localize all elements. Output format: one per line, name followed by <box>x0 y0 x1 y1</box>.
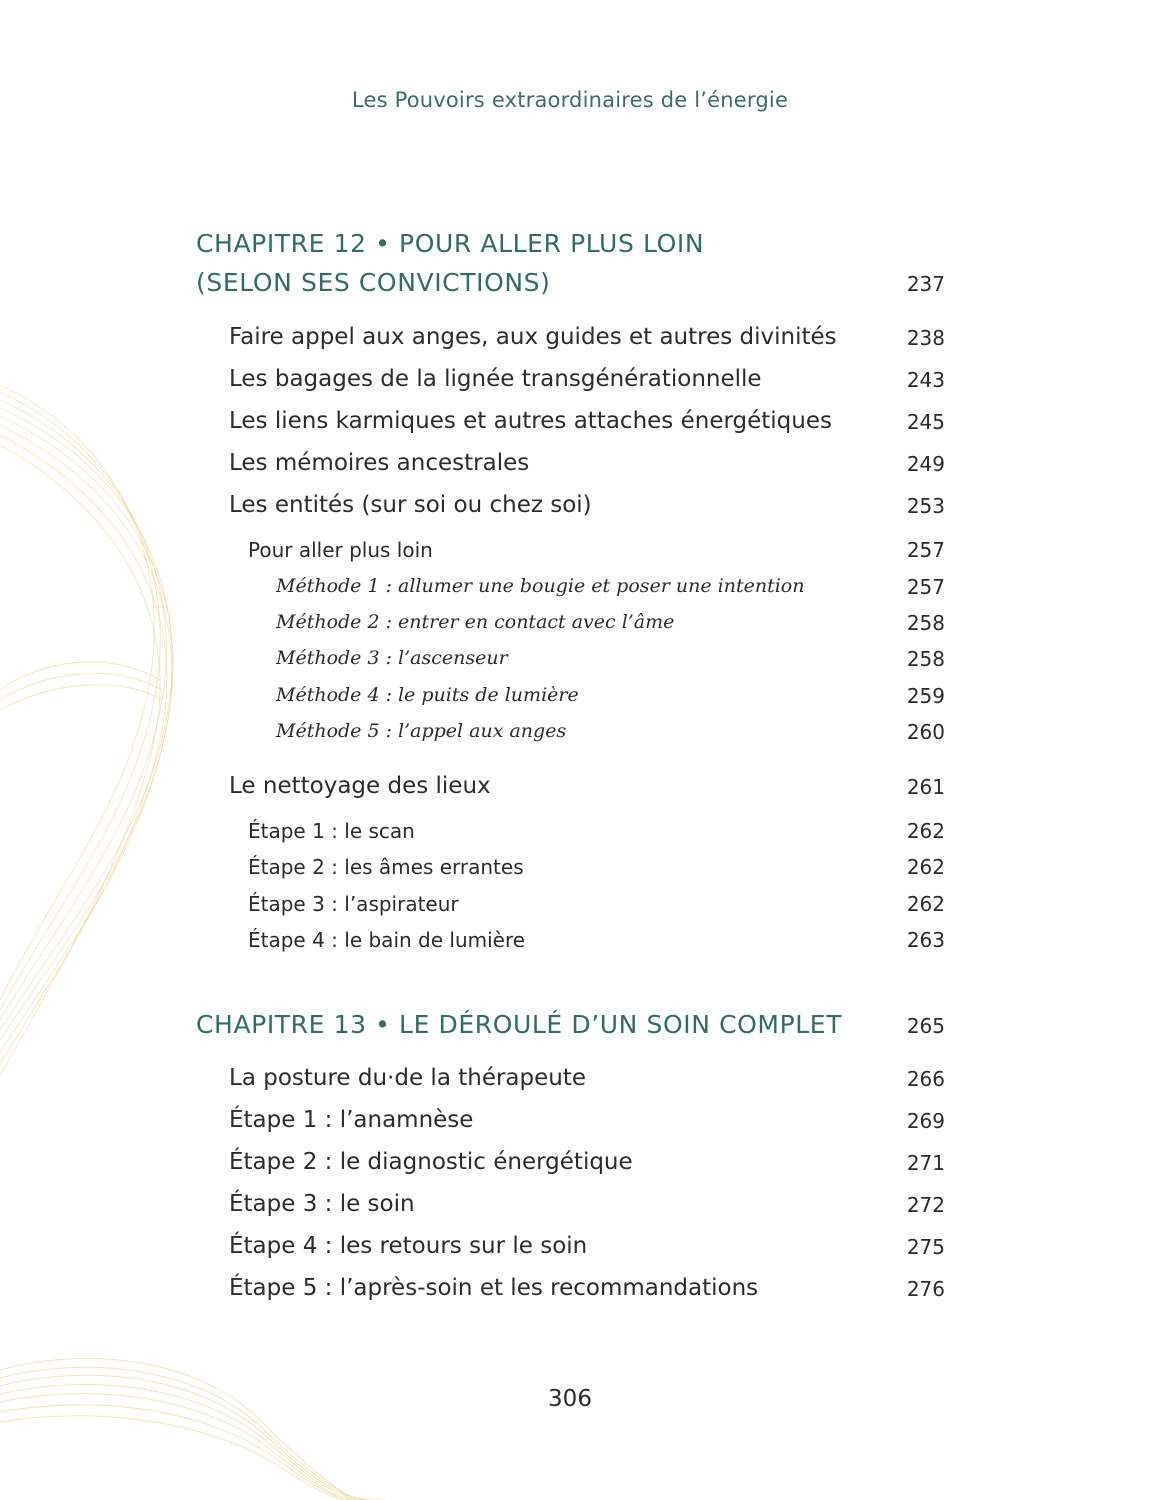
chapter-title: CHAPITRE 13 • LE DÉROULÉ D’UN SOIN COMPLET <box>196 1010 843 1039</box>
entry-title: Étape 2 : les âmes errantes <box>248 855 524 879</box>
entry-title: Pour aller plus loin <box>248 538 433 562</box>
page-number: 261 <box>906 775 945 799</box>
toc-subentry[interactable] <box>0 819 1174 859</box>
toc-entry[interactable] <box>0 408 1174 448</box>
entry-title: Étape 4 : les retours sur le soin <box>229 1233 588 1259</box>
toc-method[interactable] <box>0 575 1174 615</box>
page-number: 257 <box>906 575 945 599</box>
page-number: 260 <box>906 720 945 744</box>
entry-title: Étape 3 : l’aspirateur <box>248 892 459 916</box>
page-number: 271 <box>906 1151 945 1175</box>
page-number: 272 <box>906 1193 945 1217</box>
entry-title: Méthode 4 : le puits de lumière <box>276 684 579 706</box>
entry-title: La posture du·de la thérapeute <box>229 1065 587 1091</box>
toc-entry[interactable] <box>0 450 1174 490</box>
chapter-title: CHAPITRE 12 • POUR ALLER PLUS LOIN <box>196 229 705 258</box>
toc-subentry[interactable] <box>0 928 1174 968</box>
page-number: 275 <box>906 1235 945 1259</box>
page-number: 265 <box>906 1014 945 1038</box>
entry-title: Méthode 5 : l’appel aux anges <box>276 720 567 742</box>
toc-method[interactable] <box>0 684 1174 724</box>
page-number: 262 <box>906 892 945 916</box>
toc-entry[interactable] <box>0 1149 1174 1189</box>
entry-title: Étape 4 : le bain de lumière <box>248 928 526 952</box>
page-number: 253 <box>906 494 945 518</box>
entry-title: Méthode 3 : l’ascenseur <box>276 647 508 669</box>
page-number: 249 <box>906 452 945 476</box>
toc-entry[interactable] <box>0 324 1174 364</box>
page-number: 262 <box>906 855 945 879</box>
chapter-13-heading[interactable] <box>0 1010 1174 1050</box>
toc-subentry[interactable] <box>0 855 1174 895</box>
toc-entry[interactable] <box>0 773 1174 813</box>
page-number: 245 <box>906 410 945 434</box>
page-number: 259 <box>906 684 945 708</box>
toc-entry[interactable] <box>0 1107 1174 1147</box>
entry-title: Les mémoires ancestrales <box>229 450 530 476</box>
page-number: 243 <box>906 368 945 392</box>
page-number: 257 <box>906 538 945 562</box>
entry-title: Les entités (sur soi ou chez soi) <box>229 492 592 518</box>
page-number: 263 <box>906 928 945 952</box>
entry-title: Étape 1 : l’anamnèse <box>229 1107 474 1133</box>
page-number: 258 <box>906 647 945 671</box>
running-head: Les Pouvoirs extraordinaires de l’énergie <box>351 88 789 112</box>
toc-entry[interactable] <box>0 492 1174 532</box>
toc-method[interactable] <box>0 720 1174 760</box>
toc-subentry[interactable] <box>0 892 1174 932</box>
chapter-12-heading[interactable] <box>0 229 1174 269</box>
chapter-12-heading-line2[interactable] <box>0 268 1174 308</box>
toc-subentry[interactable] <box>0 538 1174 578</box>
entry-title: Étape 5 : l’après-soin et les recommandations <box>229 1275 759 1301</box>
entry-title: Méthode 1 : allumer une bougie et poser une intention <box>276 575 805 597</box>
toc-method[interactable] <box>0 611 1174 651</box>
entry-title: Faire appel aux anges, aux guides et autres divinités <box>229 324 837 350</box>
page-number: 258 <box>906 611 945 635</box>
chapter-title: (SELON SES CONVICTIONS) <box>196 268 551 297</box>
page-number: 269 <box>906 1109 945 1133</box>
toc-entry[interactable] <box>0 1275 1174 1315</box>
page-folio: 306 <box>548 1386 592 1412</box>
toc-entry[interactable] <box>0 1191 1174 1231</box>
entry-title: Étape 1 : le scan <box>248 819 415 843</box>
page-number: 237 <box>906 272 945 296</box>
entry-title: Méthode 2 : entrer en contact avec l’âme <box>276 611 675 633</box>
toc-entry[interactable] <box>0 1233 1174 1273</box>
page-number: 262 <box>906 819 945 843</box>
entry-title: Les liens karmiques et autres attaches énergétiques <box>229 408 832 434</box>
toc-method[interactable] <box>0 647 1174 687</box>
entry-title: Étape 2 : le diagnostic énergétique <box>229 1149 633 1175</box>
entry-title: Le nettoyage des lieux <box>229 773 491 799</box>
entry-title: Étape 3 : le soin <box>229 1191 415 1217</box>
entry-title: Les bagages de la lignée transgénérationnelle <box>229 366 762 392</box>
page-number: 276 <box>906 1277 945 1301</box>
page-number: 238 <box>906 326 945 350</box>
toc-entry[interactable] <box>0 366 1174 406</box>
page-number: 266 <box>906 1067 945 1091</box>
toc-entry[interactable] <box>0 1065 1174 1105</box>
